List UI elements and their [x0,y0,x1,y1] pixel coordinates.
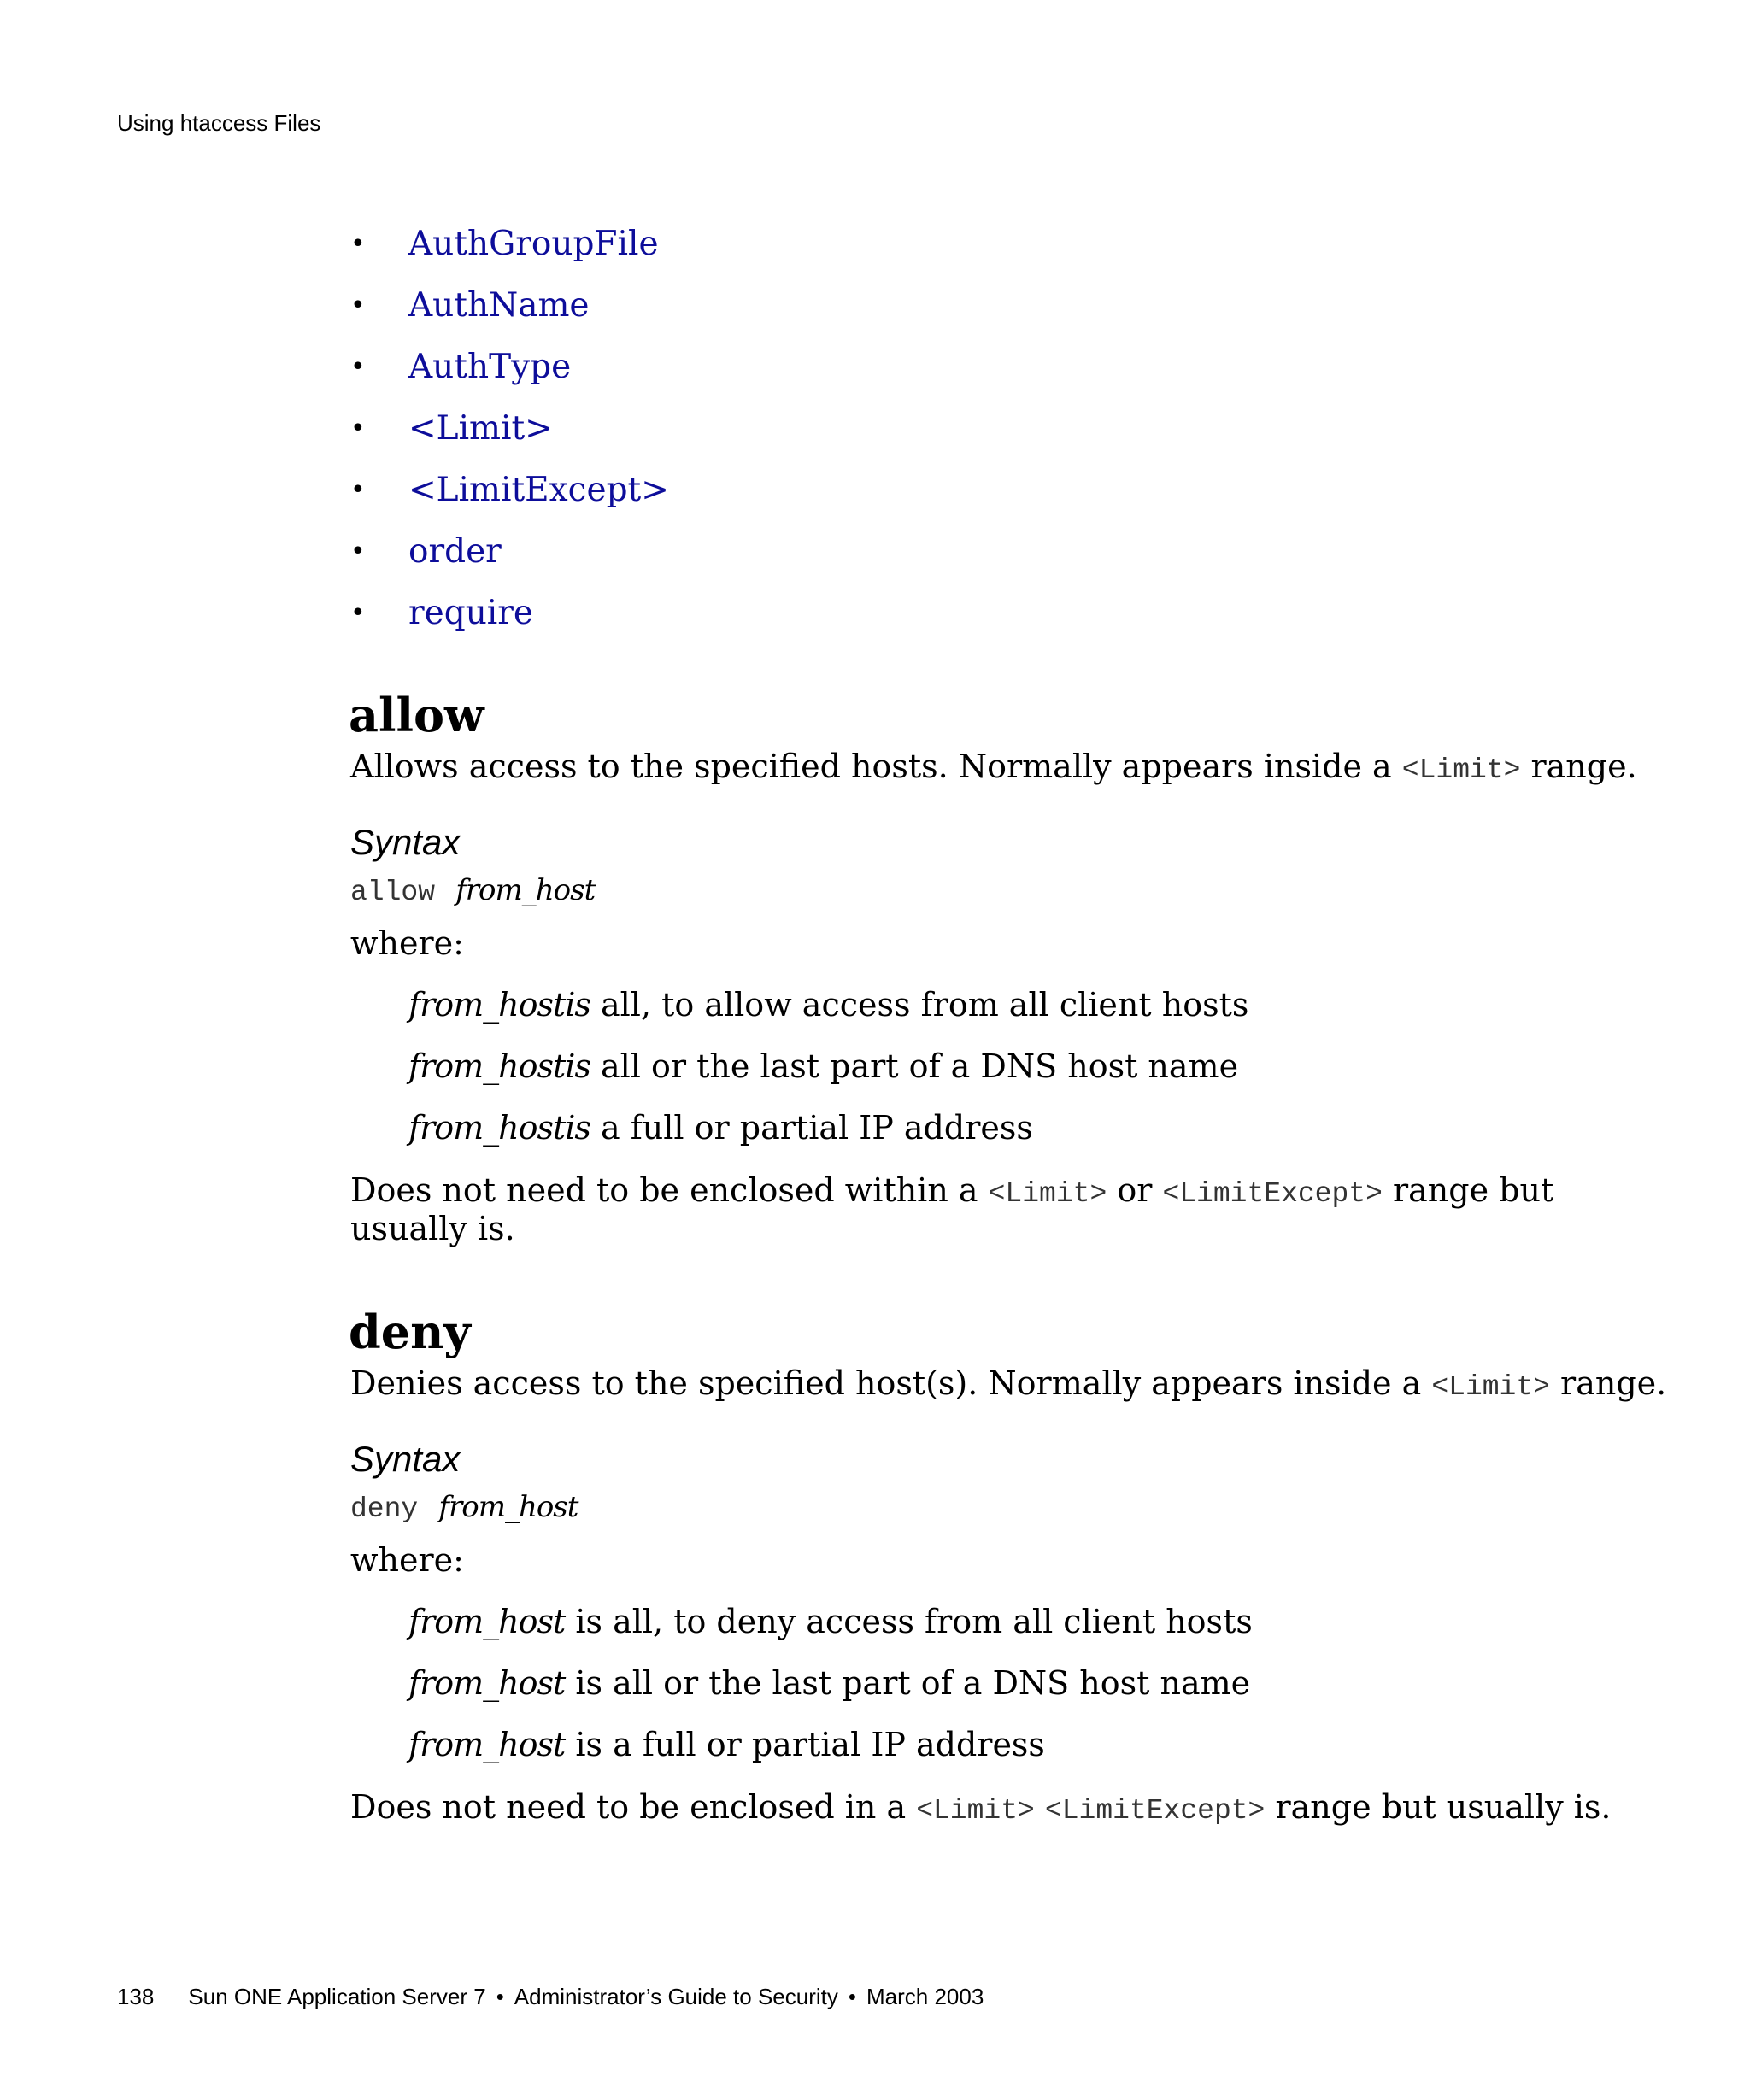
running-footer [117,1984,984,2010]
deny-syntax-line [350,1487,578,1525]
allow-item-param: from_hostis [408,1047,590,1085]
deny-syntax-param: from_host [438,1490,578,1524]
allow-item-param: from_hostis [408,1109,590,1147]
link-limitexcept[interactable]: <LimitExcept> [408,471,669,509]
allow-note-tail: range but [1382,1171,1554,1209]
deny-note-text: Does not need to be enclosed in a [350,1788,917,1826]
bullet-icon: • [350,352,366,382]
allow-desc-tail: range. [1520,748,1637,785]
list-item [350,284,590,327]
bullet-icon: • [350,414,366,443]
deny-item-text: is all, to deny access from all client hosts [565,1603,1253,1640]
deny-note-code-limit: <Limit> [916,1795,1035,1827]
allow-desc-code: <Limit> [1401,754,1521,786]
allow-syntax-line [350,870,595,908]
bullet-icon: • [350,598,366,628]
allow-note-or: or [1107,1171,1163,1209]
list-item [350,408,553,450]
deny-note-code-limitexcept: <LimitExcept> [1044,1795,1266,1827]
deny-desc-tail: range. [1549,1364,1667,1402]
deny-desc-code: <Limit> [1431,1371,1550,1403]
bullet-icon: • [350,229,366,259]
page-number: 138 [117,1984,155,2009]
allow-desc-text: Allows access to the specified hosts. Normally appears inside a [350,748,1402,785]
footer-date: March 2003 [866,1984,984,2009]
deny-where-item [408,1726,1045,1763]
deny-syntax-code: deny [350,1493,419,1525]
footer-product: Sun ONE Application Server 7 [188,1984,486,2009]
deny-item-text: is a full or partial IP address [565,1726,1045,1763]
allow-heading: allow [349,688,484,742]
allow-note [350,1171,1553,1210]
deny-where-item [408,1603,1253,1640]
link-authgroupfile[interactable]: AuthGroupFile [408,225,659,263]
allow-syntax-heading: Syntax [350,822,461,862]
deny-item-param: from_host [408,1603,566,1640]
link-order[interactable]: order [408,532,502,571]
allow-syntax-code: allow [350,877,436,908]
link-authtype[interactable]: AuthType [408,348,572,386]
allow-note-text: Does not need to be enclosed within a [350,1171,989,1209]
list-item [350,346,571,389]
allow-where-item [408,986,1248,1024]
allow-item-text: all, to allow access from all client hosts [590,986,1249,1024]
deny-item-param: from_host [408,1726,566,1763]
deny-where-item [408,1664,1250,1702]
allow-description [350,748,1637,786]
bullet-icon: • [350,475,366,505]
allow-note-line2: usually is. [350,1210,515,1247]
footer-separator: • [496,1984,504,2009]
deny-syntax-heading: Syntax [350,1439,461,1479]
list-item [350,531,502,573]
footer-separator: • [848,1984,856,2009]
link-authname[interactable]: AuthName [408,286,590,325]
allow-syntax-param: from_host [455,873,596,907]
footer-guide: Administrator’s Guide to Security [514,1984,838,2009]
deny-note-tail: range but usually is. [1265,1788,1612,1826]
allow-item-text: all or the last part of a DNS host name [590,1047,1239,1085]
deny-item-text: is all or the last part of a DNS host name [565,1664,1251,1702]
bullet-icon: • [350,537,366,566]
allow-item-text: a full or partial IP address [590,1109,1033,1147]
deny-note [350,1788,1611,1827]
allow-note-code-limit: <Limit> [988,1178,1107,1210]
allow-where-label: where: [350,924,464,962]
link-limit[interactable]: <Limit> [408,409,553,448]
deny-heading: deny [349,1305,471,1359]
deny-item-param: from_host [408,1664,566,1702]
link-require[interactable]: require [408,594,534,632]
list-item [350,223,659,266]
allow-where-item [408,1109,1033,1147]
allow-where-item [408,1047,1238,1085]
bullet-icon: • [350,290,366,320]
allow-note-code-limitexcept: <LimitExcept> [1162,1178,1383,1210]
list-item [350,469,669,512]
deny-where-label: where: [350,1541,464,1579]
running-header: Using htaccess Files [117,110,321,136]
list-item [350,592,533,635]
allow-item-param: from_hostis [408,986,590,1024]
deny-description [350,1364,1666,1403]
deny-desc-text: Denies access to the specified host(s). Normally appears inside a [350,1364,1432,1402]
